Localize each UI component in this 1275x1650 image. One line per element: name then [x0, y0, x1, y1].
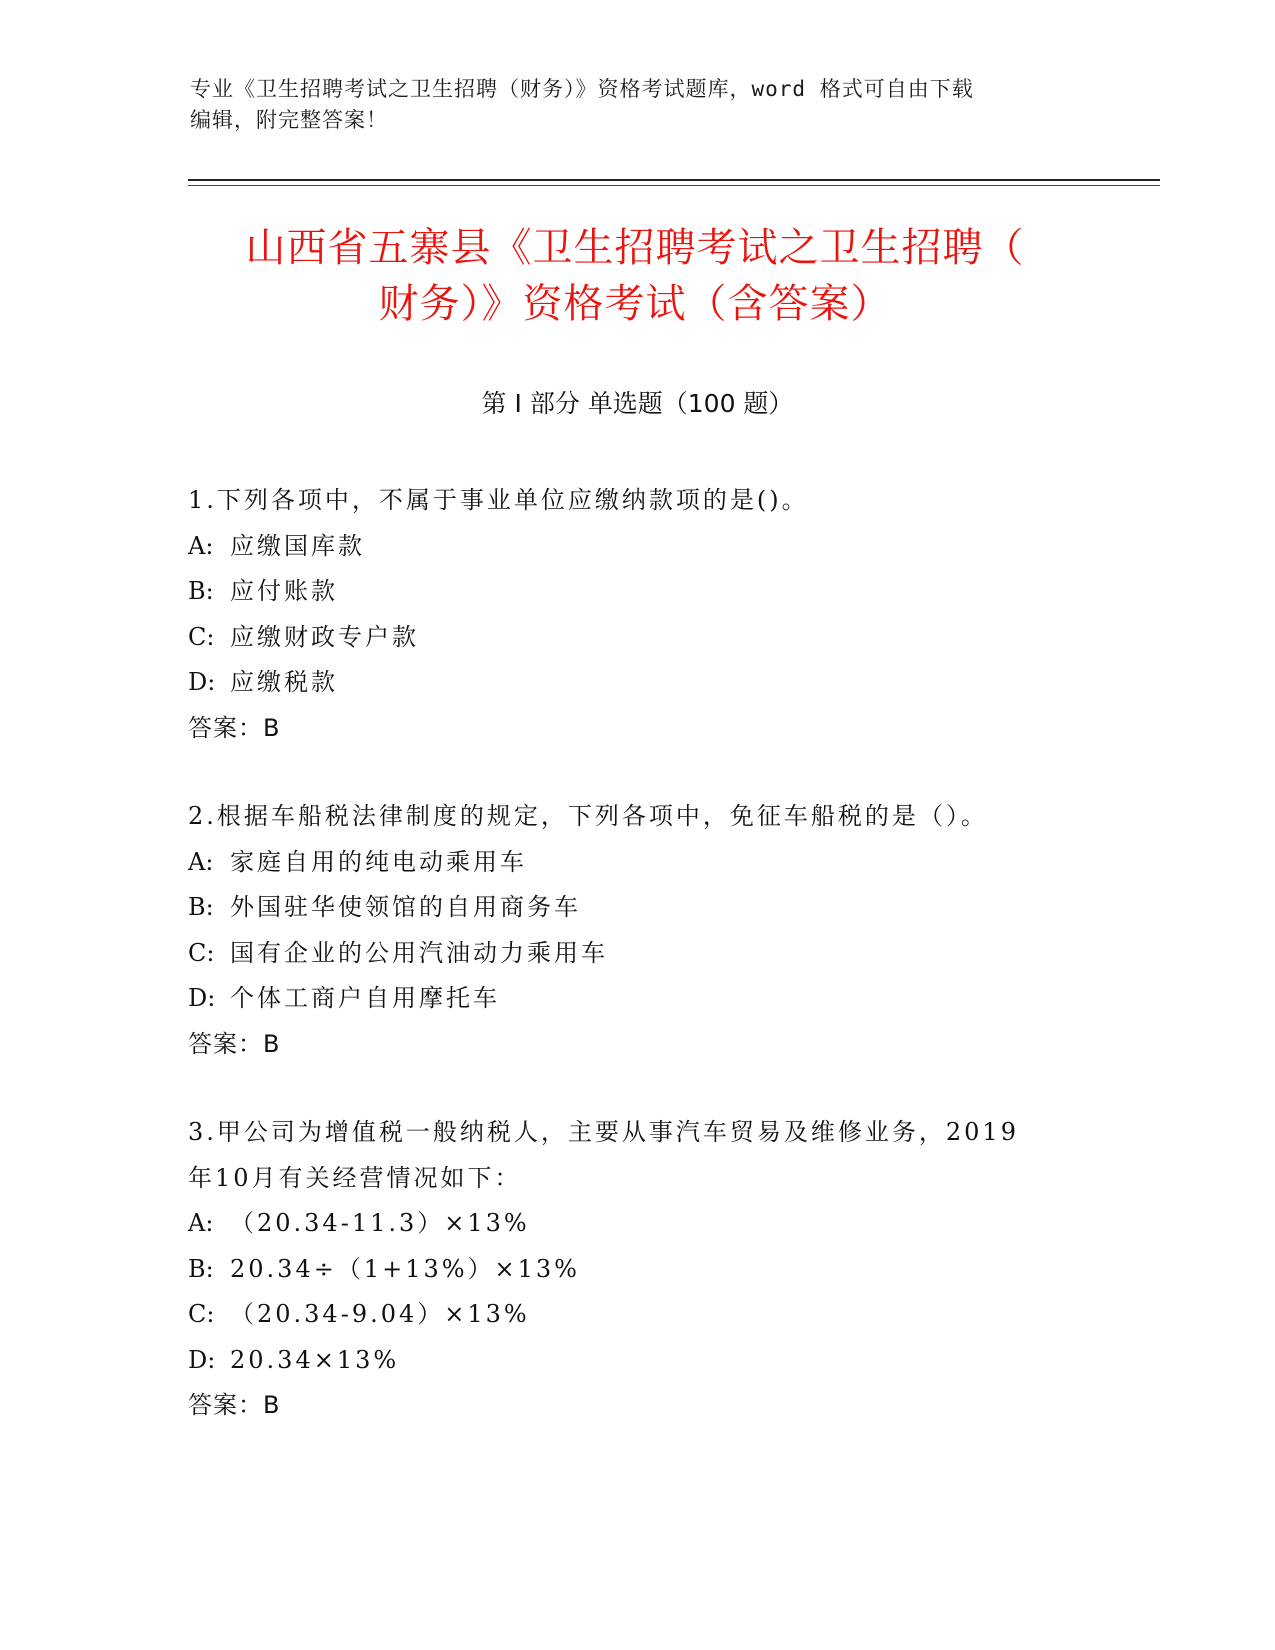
option-row [188, 1292, 1088, 1338]
option-row [188, 660, 1088, 706]
header-note [190, 74, 1090, 136]
answer-line: 答案：B [188, 1391, 281, 1419]
question-item [188, 478, 1088, 751]
header-divider-thick [188, 179, 1160, 181]
header-note-line1: 专业《卫生招聘考试之卫生招聘（财务）》资格考试题库，word 格式可自由下载 [190, 77, 974, 101]
option-text: 外国驻华使领馆的自用商务车 [230, 893, 581, 921]
question-item [188, 794, 1088, 1067]
option-text: 个体工商户自用摩托车 [230, 984, 500, 1012]
option-text: 应缴税款 [230, 668, 338, 696]
option-row [188, 931, 1088, 977]
option-letter: D: [188, 984, 216, 1012]
question-item [188, 1110, 1088, 1429]
option-row [188, 1201, 1088, 1247]
option-text: （20.34-11.3）×13% [230, 1209, 530, 1237]
option-letter: B: [188, 893, 214, 921]
option-letter: C: [188, 622, 215, 651]
section-heading: 第 I 部分 单选题（100 题） [481, 389, 794, 418]
option-letter: B: [188, 1254, 214, 1283]
option-letter: A: [188, 531, 214, 560]
option-row [188, 1338, 1088, 1384]
header-divider-thin [188, 185, 1160, 186]
option-letter: C: [188, 938, 215, 967]
option-text: 国有企业的公用汽油动力乘用车 [230, 938, 608, 967]
option-text: 20.34×13% [230, 1345, 400, 1374]
option-row [188, 615, 1088, 661]
option-row [188, 840, 1088, 886]
option-text: 20.34÷（1+13%）×13% [230, 1254, 580, 1283]
option-text: 应缴财政专户款 [230, 622, 419, 651]
question-stem-continued: 年10月有关经营情况如下： [188, 1163, 522, 1192]
document-title-line1: 山西省五寨县《卫生招聘考试之卫生招聘（ [245, 225, 1025, 271]
document-title-line2: 财务）》资格考试（含答案） [378, 281, 892, 327]
option-text: 应付账款 [230, 577, 338, 605]
answer-line: 答案：B [188, 1029, 281, 1058]
option-letter: D: [188, 1345, 216, 1374]
header-note-line2: 编辑，附完整答案！ [190, 108, 388, 132]
document-title [170, 220, 1100, 332]
question-stem: 2.根据车船税法律制度的规定，下列各项中，免征车船税的是（）。 [188, 802, 988, 830]
answer-line: 答案：B [188, 713, 281, 742]
question-stem: 3.甲公司为增值税一般纳税人，主要从事汽车贸易及维修业务，2019 [188, 1118, 1019, 1146]
option-letter: B: [188, 577, 214, 605]
question-stem: 1.下列各项中，不属于事业单位应缴纳款项的是()。 [188, 486, 809, 514]
option-row [188, 885, 1088, 931]
option-row [188, 976, 1088, 1022]
option-row [188, 1247, 1088, 1293]
option-letter: A: [188, 1209, 214, 1237]
option-letter: D: [188, 668, 216, 696]
option-text: （20.34-9.04）×13% [230, 1300, 530, 1328]
question-list [188, 478, 1088, 1472]
option-letter: C: [188, 1300, 215, 1328]
option-letter: A: [188, 847, 214, 876]
option-row [188, 524, 1088, 570]
option-text: 家庭自用的纯电动乘用车 [230, 847, 527, 876]
option-row [188, 569, 1088, 615]
option-text: 应缴国库款 [230, 531, 365, 560]
